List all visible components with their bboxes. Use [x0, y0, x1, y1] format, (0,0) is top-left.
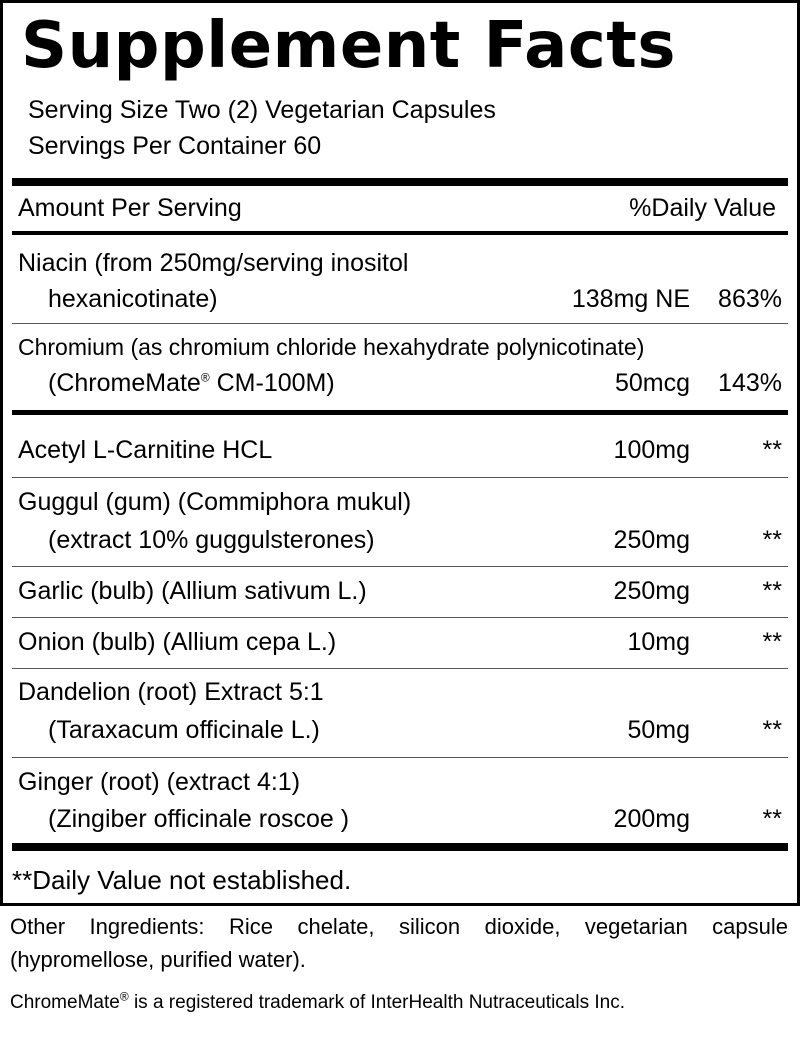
ingredient-row	[18, 674, 782, 746]
row-divider	[12, 757, 788, 758]
amount-per-serving-label: Amount Per Serving	[18, 194, 242, 222]
ingredient-row	[18, 573, 782, 609]
nutrient-row-niacin	[18, 245, 782, 317]
column-header	[18, 190, 782, 226]
row-divider	[12, 617, 788, 618]
thick-divider-bottom	[12, 843, 788, 851]
ingredient-name: Ginger (root) (extract 4:1)	[18, 768, 301, 796]
ingredient-row	[18, 624, 782, 660]
nutrient-amount: 50mcg	[614, 369, 690, 397]
daily-value-footnote: **Daily Value not established.	[12, 865, 352, 895]
row-divider	[12, 668, 788, 669]
ingredient-dv: **	[762, 436, 782, 464]
ingredient-name-cont: (extract 10% guggulsterones)	[48, 526, 375, 554]
ingredient-name: Acetyl L-Carnitine HCL	[18, 436, 273, 464]
nutrient-dv: 863%	[718, 285, 782, 313]
ingredient-name: Dandelion (root) Extract 5:1	[18, 678, 324, 706]
ingredient-amount: 200mg	[613, 805, 690, 833]
nutrient-name-cont: hexanicotinate)	[48, 285, 218, 313]
panel-title: Supplement Facts	[21, 9, 676, 83]
ingredient-row	[18, 764, 782, 836]
row-divider	[12, 566, 788, 567]
ingredient-row	[18, 484, 782, 556]
row-divider	[12, 477, 788, 478]
ingredient-name-cont: (Taraxacum officinale L.)	[48, 716, 320, 744]
ingredient-name: Garlic (bulb) (Allium sativum L.)	[18, 577, 367, 605]
ingredient-amount: 250mg	[613, 526, 690, 554]
ingredient-dv: **	[762, 628, 782, 656]
thick-divider-mid	[12, 410, 788, 415]
nutrient-amount: 138mg NE	[571, 285, 690, 313]
ingredient-amount: 50mg	[627, 716, 690, 744]
servings-per-container: Servings Per Container 60	[28, 132, 322, 160]
daily-value-label: %Daily Value	[629, 194, 776, 222]
ingredient-amount: 250mg	[613, 577, 690, 605]
ingredient-name: Onion (bulb) (Allium cepa L.)	[18, 628, 337, 656]
serving-size: Serving Size Two (2) Vegetarian Capsules	[28, 96, 496, 124]
trademark-notice: ChromeMate® is a registered trademark of InterHealth Nutraceuticals Inc.	[10, 989, 626, 1013]
other-ingredients: Other Ingredients: Rice chelate, silicon dioxide, vegetarian capsule (hypromellose, purified water).	[10, 914, 788, 972]
ingredient-row	[18, 432, 782, 468]
registered-mark: ®	[200, 370, 210, 385]
ingredient-dv: **	[762, 526, 782, 554]
ingredient-dv: **	[762, 577, 782, 605]
ingredient-name-cont: (Zingiber officinale roscoe )	[48, 805, 350, 833]
thick-divider-top	[12, 178, 788, 186]
ingredient-dv: **	[762, 716, 782, 744]
ingredient-amount: 10mg	[627, 628, 690, 656]
header-divider	[12, 231, 788, 235]
nutrient-name: Niacin (from 250mg/serving inositol	[18, 249, 409, 277]
ingredient-amount: 100mg	[613, 436, 690, 464]
registered-mark: ®	[119, 989, 129, 1004]
row-divider	[12, 323, 788, 324]
ingredient-name: Guggul (gum) (Commiphora mukul)	[18, 488, 412, 516]
nutrient-row-chromium	[18, 329, 782, 401]
nutrient-name-cont: (ChromeMate® CM-100M)	[48, 369, 335, 397]
nutrient-name: Chromium (as chromium chloride hexahydrate polynicotinate)	[18, 334, 645, 360]
ingredient-dv: **	[762, 805, 782, 833]
nutrient-dv: 143%	[718, 369, 782, 397]
